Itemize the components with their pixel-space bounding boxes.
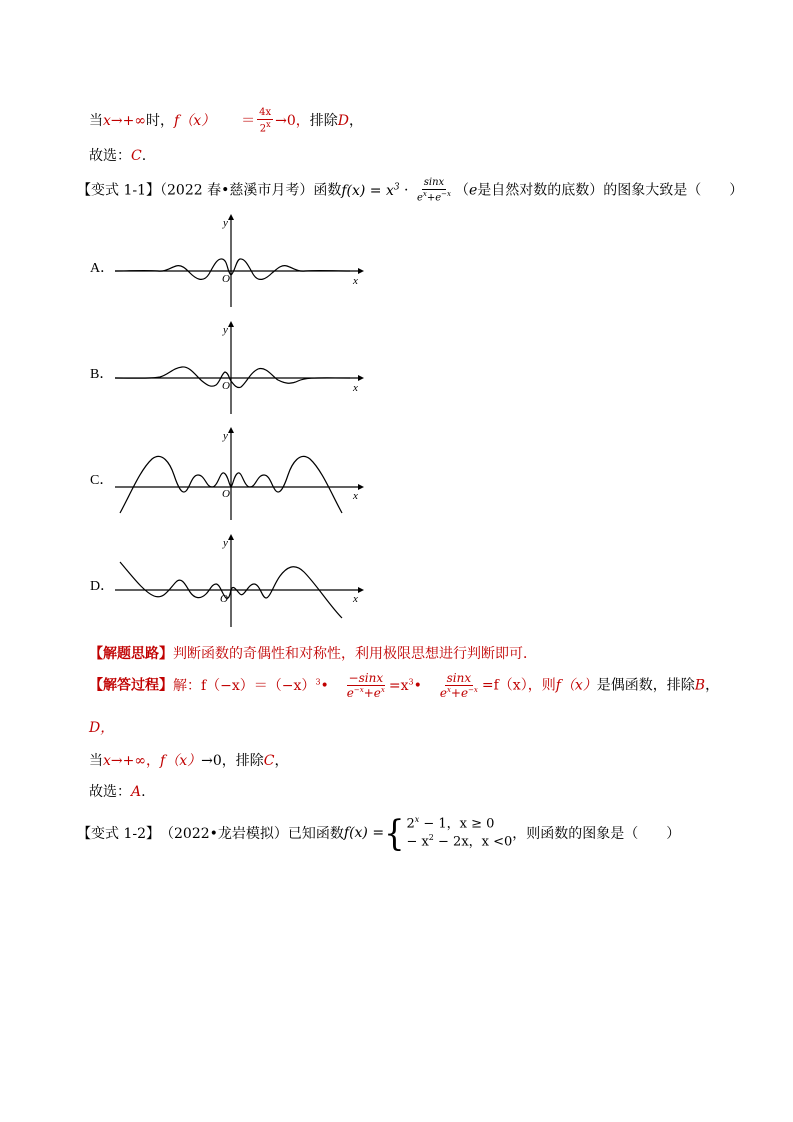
case1-exp: x	[414, 815, 420, 824]
answer-letter: C	[131, 148, 142, 164]
frac-den: 2	[259, 123, 267, 135]
exp3b: 3	[408, 677, 414, 687]
solution-expr-1	[173, 678, 329, 694]
frac1-den-a: e	[346, 686, 354, 700]
x-label: x	[353, 490, 358, 502]
eq-fx: =f（x），则	[481, 677, 556, 694]
y-axis-arrow	[228, 534, 234, 540]
origin-label: O	[222, 488, 230, 500]
solution-idea-tag: 【解题思路】	[89, 646, 173, 662]
text-shi: 时，	[146, 113, 175, 130]
cases	[406, 815, 512, 851]
variant-tag: 【变式 1-1】	[77, 182, 160, 199]
option-a-graph[interactable]	[110, 212, 370, 312]
x-axis-arrow	[358, 268, 364, 274]
dot: ·	[399, 182, 413, 199]
y-label: y	[223, 324, 228, 336]
solution-process-line2	[89, 717, 114, 737]
frac1-exp-a: −x	[353, 686, 364, 694]
answer-line-2	[89, 781, 146, 801]
solution-process	[89, 672, 719, 699]
dot1: •	[320, 677, 329, 694]
case2-base: − x	[406, 834, 429, 850]
exclude-letter: B	[694, 677, 706, 694]
frac-den-exp: x	[266, 120, 271, 129]
even-function-text: 是偶函数，排除	[596, 677, 695, 694]
fx-exp: 3	[393, 182, 400, 192]
option-c-label[interactable]: C．	[90, 473, 114, 488]
comma: ，	[705, 677, 720, 694]
fx-expr: f(x) = x	[341, 182, 394, 199]
variant-source: （2022•龙岩模拟）已知函数	[160, 825, 344, 842]
variant-source: （2022 春•慈溪市月考）函数	[160, 182, 342, 199]
fraction-neg-sinx	[345, 672, 387, 699]
dot2: •	[413, 677, 422, 694]
answer-letter: A	[131, 784, 142, 800]
frac1-exp-b: x	[380, 686, 385, 694]
arrow: →	[110, 753, 123, 769]
answer-label: 故选：	[89, 784, 131, 800]
fx: f（x）	[174, 113, 216, 130]
option-letter: D	[337, 113, 350, 130]
y-label: y	[223, 430, 228, 442]
y-axis-arrow	[228, 214, 234, 220]
frac2-exp-b: −x	[468, 686, 478, 694]
y-label: y	[223, 537, 228, 549]
answer-label: 故选：	[89, 148, 131, 164]
frac-den-exp2: −x	[441, 190, 451, 198]
frac-den-e1: e	[416, 192, 423, 204]
comma: ，	[274, 753, 289, 769]
variant-after: ，则函数的图象是（ ）	[512, 825, 681, 842]
option-b-graph[interactable]	[110, 319, 370, 419]
y-axis-arrow	[228, 321, 234, 327]
comma: ，	[349, 113, 364, 130]
option-d-graph[interactable]	[110, 532, 370, 632]
case-1	[406, 815, 512, 833]
eq-x3: =x	[388, 677, 409, 694]
arrow-zero: →0，	[275, 113, 310, 130]
origin-label: O	[222, 380, 230, 392]
expr-text1: 解：f（−x）＝（−x）	[173, 677, 316, 694]
fx-label: f(x) =	[343, 824, 385, 841]
limit-tail: →0，排除	[201, 753, 264, 769]
frac1-num: −sinx	[348, 671, 384, 685]
variant-tag: 【变式 1-2】	[77, 825, 160, 842]
x-label: x	[353, 382, 358, 394]
equals: ＝	[241, 113, 256, 130]
y-label: y	[223, 217, 228, 229]
frac2-num: sinx	[446, 671, 472, 685]
fx2: f（x）	[555, 677, 597, 694]
case1-tail: − 1，x ≥ 0	[419, 816, 495, 832]
case-2	[406, 833, 512, 851]
solution-process-tag: 【解答过程】	[89, 677, 173, 694]
case1-base: 2	[406, 816, 415, 832]
origin-label: O	[220, 593, 228, 605]
fraction-sinx-2	[438, 672, 480, 699]
x-axis-arrow	[358, 375, 364, 381]
variant-desc: 是自然对数的底数）的图象大致是（ ）	[477, 182, 744, 199]
exclude-d: D，	[89, 720, 115, 736]
x-axis-arrow	[358, 587, 364, 593]
text-dang: 当	[89, 753, 103, 769]
arrow: →	[110, 113, 123, 130]
curve	[115, 367, 350, 388]
curve	[115, 259, 350, 279]
left-brace: {	[384, 811, 405, 854]
paren-open: （	[454, 182, 469, 199]
y-axis-arrow	[228, 427, 234, 433]
x-label: x	[353, 275, 358, 287]
case2-tail: − 2x，x <0	[433, 834, 513, 850]
infinity: +∞，	[122, 753, 161, 769]
option-b-label[interactable]: B．	[90, 367, 114, 382]
solution-idea	[89, 643, 537, 663]
var-x: x	[103, 113, 111, 130]
text-dang: 当	[89, 113, 103, 130]
exp3: 3	[315, 677, 321, 687]
period: .	[141, 784, 146, 800]
frac2-exp-a: x	[446, 686, 451, 694]
infinity: +∞	[122, 113, 147, 130]
frac-den-exp1: x	[422, 190, 427, 198]
option-c-graph[interactable]	[110, 425, 370, 525]
solution-expr-2	[389, 678, 422, 694]
exclude-letter: C	[263, 753, 275, 769]
piecewise-function	[384, 811, 513, 854]
fx: f（x）	[160, 753, 202, 769]
origin-label: O	[222, 273, 230, 285]
period: .	[141, 148, 147, 164]
var-x: x	[103, 753, 111, 769]
text-exclude: 排除	[309, 113, 338, 130]
frac-num: 4x	[259, 107, 272, 118]
frac-num: sinx	[423, 177, 445, 188]
x-axis-arrow	[358, 484, 364, 490]
option-a-label[interactable]: A．	[90, 261, 115, 276]
x-label: x	[353, 593, 358, 605]
case2-exp: 2	[428, 832, 434, 842]
variant-1-2-question	[77, 811, 681, 854]
frac1-den-b: +e	[363, 686, 381, 700]
option-d-label[interactable]: D．	[90, 579, 115, 594]
frac-den-mid: +e	[426, 192, 442, 204]
limit-line-2	[89, 750, 288, 770]
frac2-den-b: +e	[450, 686, 469, 700]
var-e: e	[468, 182, 478, 199]
solution-idea-text: 判断函数的奇偶性和对称性，利用极限思想进行判断即可．	[173, 646, 537, 662]
frac2-den-a: e	[439, 686, 447, 700]
